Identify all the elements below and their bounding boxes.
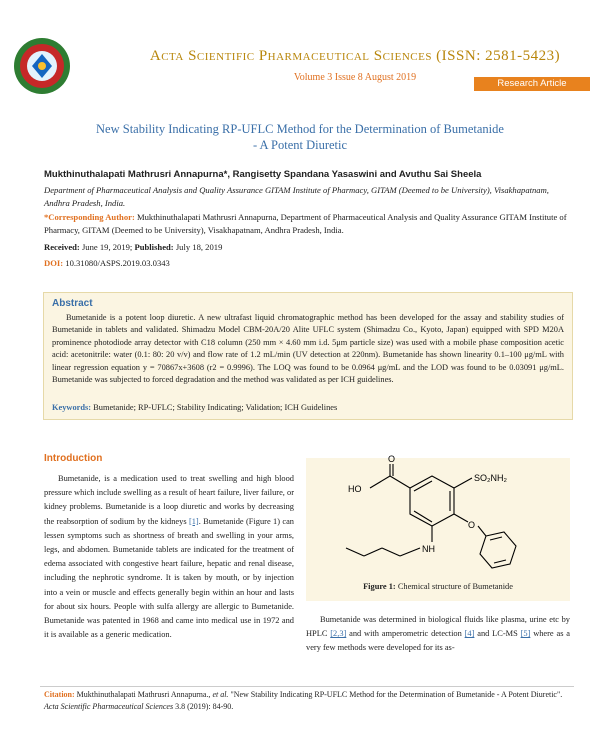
footer-divider [40,686,574,687]
affiliation: Department of Pharmaceutical Analysis and Quality Assurance GITAM Institute of Pharmacy, GITAM (Deemed to be University), Visakhapatnam, Andhra Pradesh, India. [44,185,549,208]
reference-link[interactable]: [1] [188,516,199,526]
intro-part-2: . Bumetanide (Figure 1) can lessen symptoms such as shortness of breath and swelling in your arms, legs, and abdomen. Bumetanide tablets are indicated for the treatment of edema associated with congestive heart failure, hepatic and renal disease, including the nephrotic syndrome. It is taken by mouth, or by injection into a vein or muscle and effects generally begin within an hour and lasts for about six hours. People with sulfa allergy are allergic to Bumetanide. Bumetanide was patented in 1968 and came into medical use in 1972 and it is available as a generic medication. [44,516,294,640]
keywords-label: Keywords: [52,403,92,412]
corresponding-text: Mukthinuthalapati Mathrusri Annapurna, Department of Pharmaceutical Analysis and Quality Assurance GITAM Institute of Pharmacy, GITAM (Deemed to be University), Visakhapatnam, Andhra Pradesh, India. [44,212,567,235]
article-type-badge: Research Article [474,77,590,91]
citation-details: 3.8 (2019): 84-90. [175,702,234,711]
citation-etal: et al. [212,690,229,699]
introduction-text [44,472,294,642]
label-ether-oxygen: O [468,520,476,530]
label-hydroxyl: HO [348,484,362,494]
keywords-text: Bumetanide; RP-UFLC; Stability Indicating; Validation; ICH Guidelines [93,403,338,412]
citation-authors: Mukthinuthalapati Mathrusri Annapurna., [76,690,211,699]
abstract-heading: Abstract [52,298,93,309]
published-date: July 18, 2019 [175,242,223,252]
title-line-2: - A Potent Diuretic [252,138,348,152]
reference-link[interactable]: [2,3] [330,629,347,639]
citation [44,689,564,713]
right-text-c: and LC-MS [474,629,521,639]
label-carbonyl-oxygen: O [388,454,396,464]
citation-journal: Acta Scientific Pharmaceutical Sciences [44,702,174,711]
figure-caption [306,582,570,591]
right-text-d: where as a very few methods were developed for its as- [306,629,571,653]
doi [44,258,564,268]
journal-title: Acta Scientific Pharmaceutical Sciences (ISSN: 2581-5423) [149,48,561,64]
corresponding-label: *Corresponding Author: [44,212,135,222]
author-list: Mukthinuthalapati Mathrusri Annapurna*, Rangisetty Spandana Yasaswini and Avuthu Sai Sheela [44,169,482,180]
figure-caption-text: Chemical structure of Bumetanide [397,582,513,591]
right-text-a: Bumetanide was determined in biological fluids like plasma, urine etc by HPLC [306,615,570,639]
dates [44,242,564,252]
citation-label: Citation: [44,690,75,699]
reference-link[interactable]: [5] [520,629,531,639]
received-date: June 19, 2019; [81,242,133,252]
article-title [60,121,540,153]
body-text-right [306,613,570,656]
doi-value[interactable]: 10.31080/ASPS.2019.03.0343 [65,258,170,268]
introduction-heading: Introduction [44,453,103,464]
abstract-text: Bumetanide is a potent loop diuretic. A new ultrafast liquid chromatographic method has been developed for the assay and stability studies of Bumetanide in tablets and validated. Shimadzu Model CBM-20A/20 Alite UFLC system (Shimadzu Co., Kyoto, Japan) equipped with SPD M20A prominence photodiode array detector with C18 column (250 mm × 4.60 mm i.d. 5μm particle size) was used with a mobile phase composition acetic acid: acetonitrile: water (0.1: 80: 20 v/v) and flow rate of 1.2 mL/min (UV detection at 220nm). Bumetanide has shown linearity 0.1–100 μg/mL with linear regression equation y = 70867x+3608 (r2 = 0.9996). The LOQ was found to be 0.0964 μg/mL and the LOD was found to be 0.03091 μg/mL. Bumetanide was subjected to forced degradation and the method was validated as per ICH guidelines. [52,313,564,385]
intro-part-1: Bumetanide, is a medication used to treat swelling and high blood pressure which include swelling as a result of heart failure, liver failure, or kidney problems. Bumetanide is a loop diuretic and works by decreasing the reabsorption of sodium by the kidneys [44,474,294,526]
right-text-b: and with amperometric detection [346,629,465,639]
journal-logo [12,36,72,96]
corresponding-author [44,211,574,237]
title-line-1: New Stability Indicating RP-UFLC Method for the Determination of Bumetanide [96,122,504,136]
doi-label: DOI: [44,258,64,268]
label-sulfonamide: SO₂NH₂ [474,473,507,483]
keywords [52,403,562,412]
reference-link[interactable]: [4] [464,629,475,639]
received-label: Received: [44,242,80,252]
label-amine: NH [422,544,435,554]
bumetanide-structure [340,454,540,576]
volume-info: Volume 3 Issue 8 August 2019 [293,72,417,83]
figure-caption-label: Figure 1: [363,582,396,591]
citation-title: "New Stability Indicating RP-UFLC Method for the Determination of Bumetanide - A Potent Diuretic". [230,690,563,699]
published-label: Published: [134,242,174,252]
